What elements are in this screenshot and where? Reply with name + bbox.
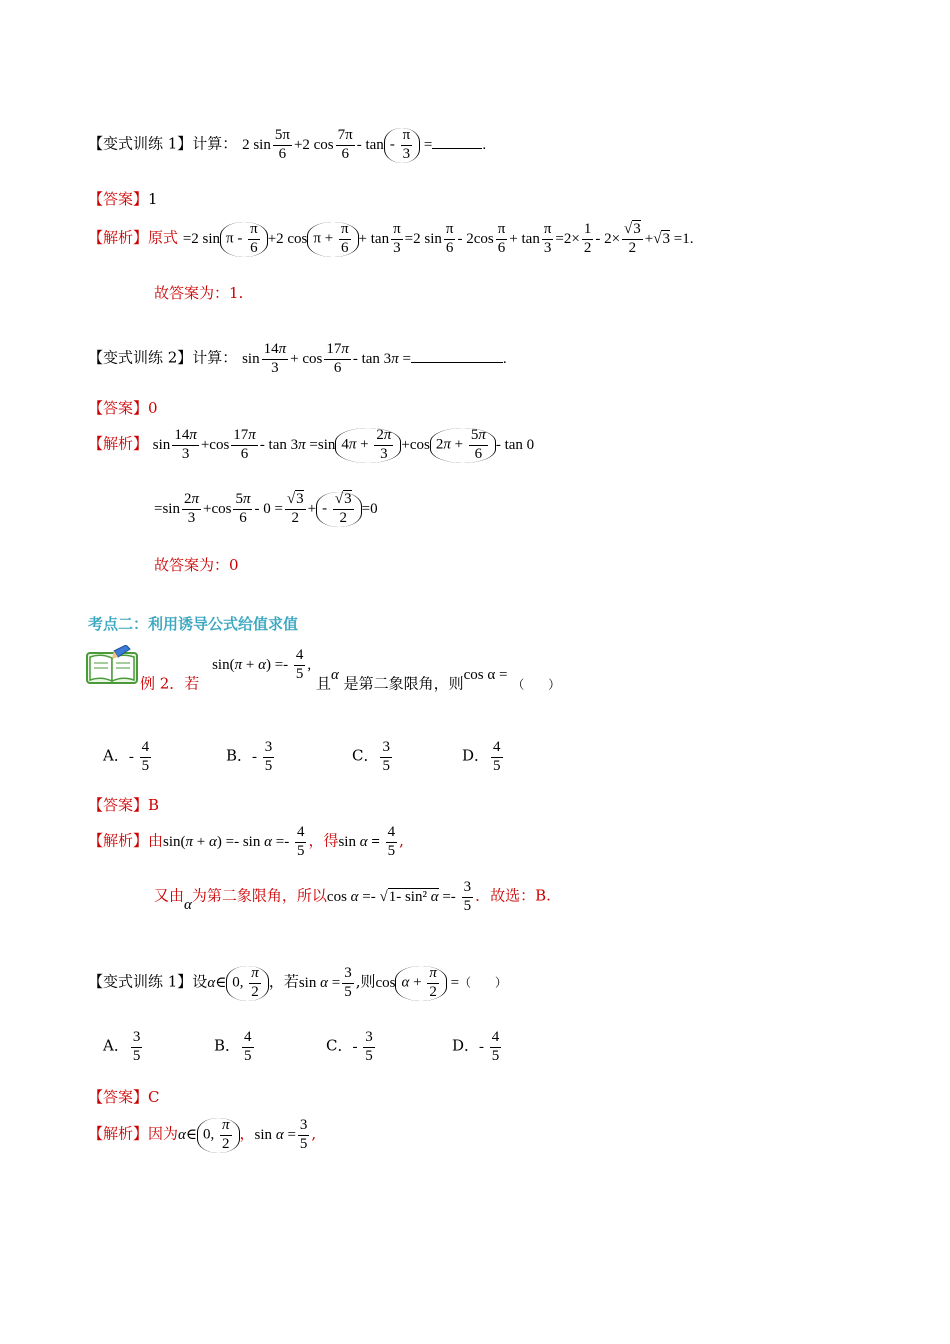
and-text: 且: [315, 674, 331, 693]
answer-tag: 【答案】: [88, 796, 149, 814]
analysis-formula: =2 sin π - $\frac{\pi}{6}$ +2 cos π + $\frac{\pi}{6}$ + tan $\frac{\pi}{3}$ =2 sin $\frac{\pi}{6}$ - 2cos $\frac{\pi}{6}$ + tan $\frac{\pi}{3}$ =2× $\frac{1}{2}$ - 2× $\frac{√3}{2}$ +√3 =1.: [182, 221, 694, 256]
variant2-analysis: [88, 428, 534, 463]
if-text: ，若: [268, 972, 299, 991]
variant3-analysis: 【解析】因为α∈ 0, $\frac{\pi}{2}$ ，sin α = $\frac{3}{5}$ ,: [88, 1117, 317, 1152]
example2-answer: [88, 794, 159, 815]
variant3-label: 【变式训练 1】设: [88, 972, 208, 991]
variant1-question: [88, 128, 486, 163]
variant1-conclusion: 故答案为：1.: [154, 284, 244, 302]
analysis-formula-line2: =sin $\frac{2\pi}{3}$ +cos $\frac{5\pi}{6}$ - 0 = $\frac{√3}{2}$ +- $\frac{√3}{2}$ =0: [154, 491, 378, 526]
example2-label: 例 2．若: [140, 674, 200, 693]
option-d[interactable]: D．- $\frac{4}{5}$: [452, 1029, 500, 1064]
variant2-question: [88, 342, 507, 377]
answer-value: 1: [148, 190, 158, 208]
analysis-formula: sin(π + α) =- sin α =- $\frac{4}{5}$: [163, 824, 305, 859]
quadrant-text: 是第二象限角，则: [343, 674, 464, 693]
quad2-text: 为第二象限角，所以: [191, 886, 327, 905]
choose-text: ．故选：B.: [475, 886, 551, 905]
variant1-analysis: [88, 222, 693, 257]
answer-value: 0: [148, 399, 158, 417]
answer-tag: 【答案】: [88, 190, 149, 208]
variant2-label: 【变式训练 2】计算：: [88, 348, 238, 367]
option-b[interactable]: B．- $\frac{3}{5}$: [226, 739, 273, 774]
section-title: 考点二：利用诱导公式给值求值: [88, 615, 299, 633]
because-text: 因为: [148, 1124, 179, 1143]
answer-paren: （ ）: [512, 677, 561, 692]
option-b[interactable]: B． $\frac{4}{5}$: [214, 1029, 252, 1064]
option-d[interactable]: D． $\frac{4}{5}$: [462, 739, 501, 774]
variant2-conclusion: 故答案为：0: [154, 556, 239, 574]
variant1-answer: [88, 188, 158, 209]
variant1-label: 【变式训练 1】计算：: [88, 134, 238, 153]
answer-tag: 【答案】: [88, 1088, 149, 1106]
analysis-tag: 【解析】: [88, 228, 149, 247]
example2-condition: sin(π + α) =- $\frac{4}{5}$ ,: [212, 647, 312, 682]
variant1-formula: 2 sin $\frac{5\pi}{6}$ +2 cos $\frac{7\pi}{6}$ - tan- $\frac{\pi}{3}$ = .: [242, 127, 487, 162]
again-text: 又由: [154, 886, 185, 905]
analysis-tag: 【解析】: [88, 434, 149, 453]
get-text: ，得: [308, 831, 339, 850]
example2-question: 例 2．若 sin(π + α) =- $\frac{4}{5}$ , 且α 是第二象限角，则cos α = （ ）: [140, 647, 561, 693]
variant3-question: 【变式训练 1】设α∈ 0, $\frac{\pi}{2}$ ，若sin α = $\frac{3}{5}$ ,则cos α + $\frac{\pi}{2}$ =（ ）: [88, 965, 508, 1000]
variant3-answer: [88, 1086, 160, 1107]
option-a[interactable]: A．- $\frac{4}{5}$: [103, 739, 150, 774]
variant2-answer: [88, 397, 158, 418]
then-text: ,则: [355, 972, 376, 991]
variant2-formula: sin $\frac{14\pi}{3}$ + cos $\frac{17\pi}{6}$ - tan 3π = .: [242, 341, 507, 376]
variant2-analysis-line2: [154, 492, 378, 527]
example2-analysis-line2: 又由α为第二象限角，所以cos α =- √1- sin² α =- $\frac{3}{5}$ ．故选：B.: [154, 879, 551, 914]
option-c[interactable]: C． $\frac{3}{5}$: [352, 739, 390, 774]
option-a[interactable]: A． $\frac{3}{5}$: [103, 1029, 141, 1064]
option-c[interactable]: C．- $\frac{3}{5}$: [326, 1029, 373, 1064]
analysis-prefix: 原式: [148, 228, 179, 247]
example2-analysis: 【解析】由sin(π + α) =- sin α =- $\frac{4}{5}$ ，得sin α = $\frac{4}{5}$ ,: [88, 824, 404, 859]
by-text: 由: [148, 831, 164, 850]
analysis-formula-line1: sin $\frac{14\pi}{3}$ +cos $\frac{17\pi}{6}$ - tan 3π =sin 4π + $\frac{2\pi}{3}$ +cos 2π + $\frac{5\pi}{6}$ - tan 0: [152, 427, 535, 462]
book-pencil-icon: [86, 645, 140, 685]
answer-value: C: [148, 1088, 160, 1106]
analysis-tag: 【解析】: [88, 1124, 149, 1143]
analysis-tag: 【解析】: [88, 831, 149, 850]
answer-paren: （ ）: [459, 975, 508, 990]
answer-tag: 【答案】: [88, 399, 149, 417]
answer-value: B: [148, 796, 160, 814]
